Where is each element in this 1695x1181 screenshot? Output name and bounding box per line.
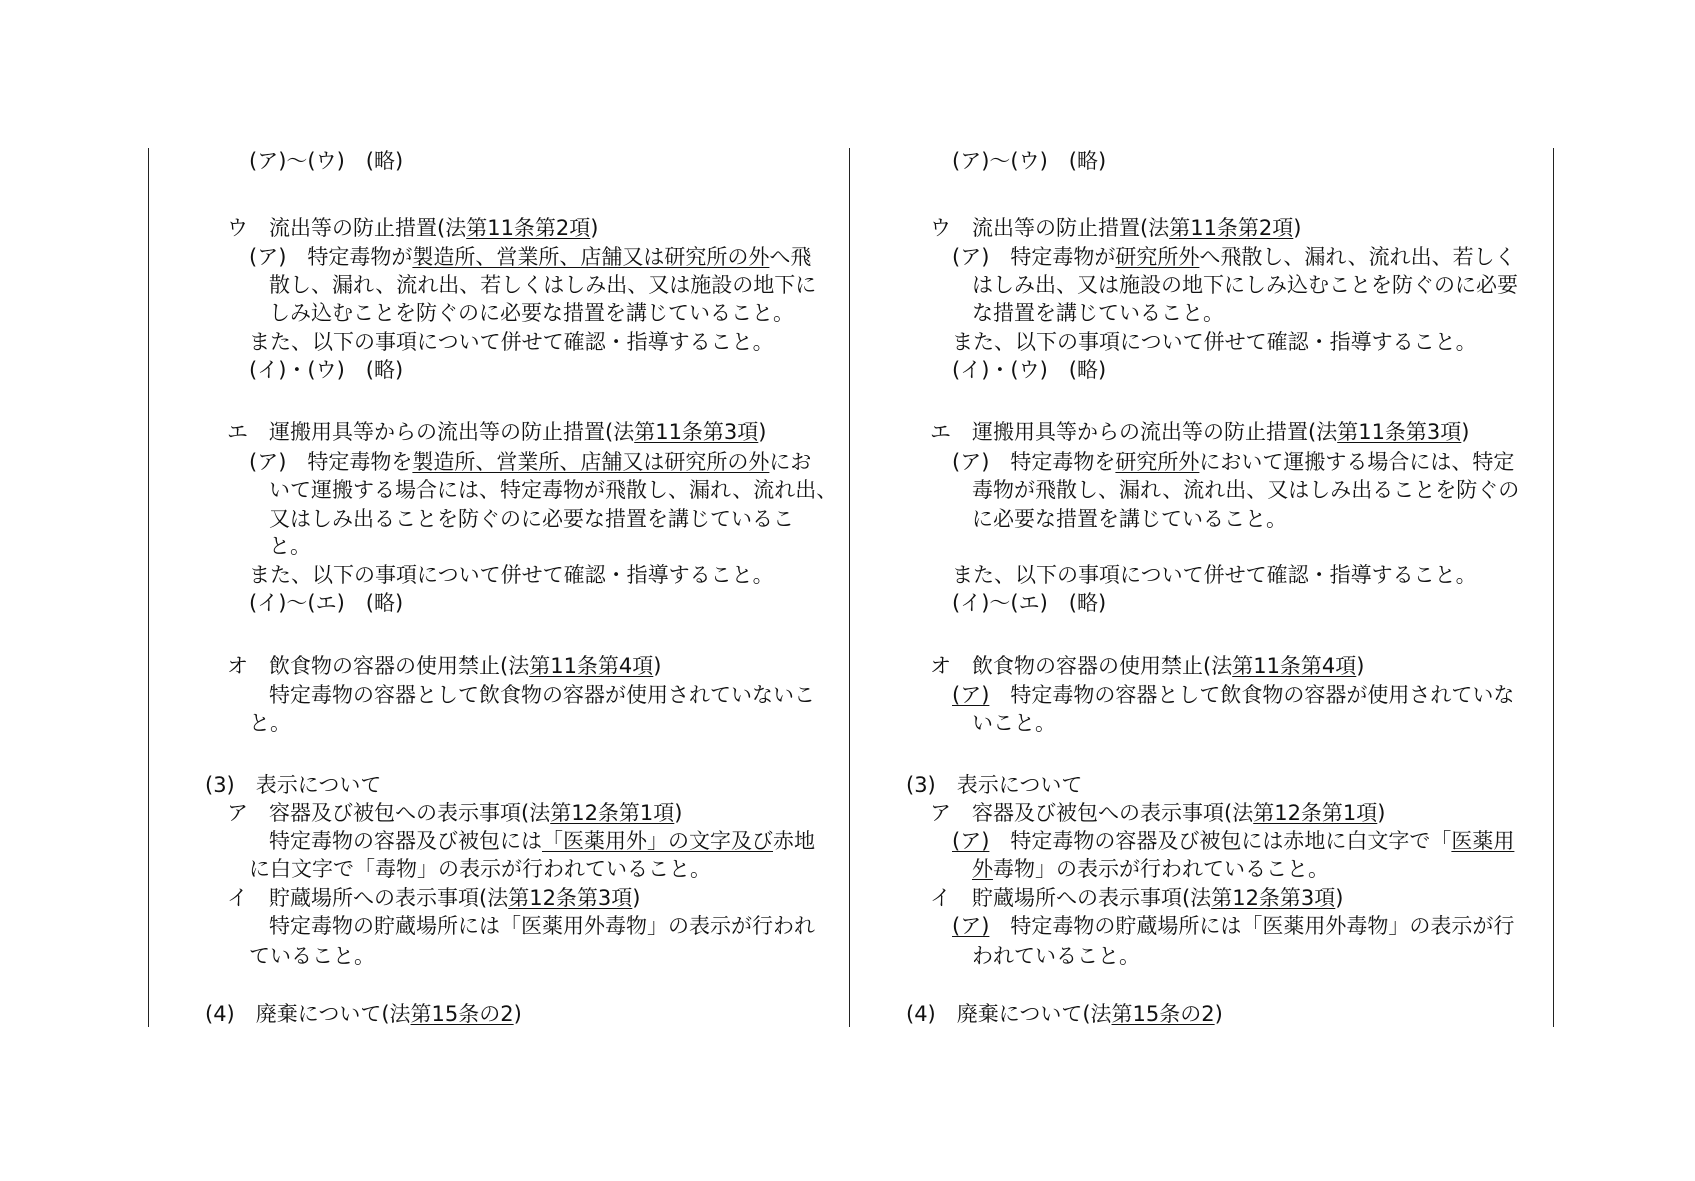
- underlined-text: 第11条第4項: [529, 654, 654, 678]
- text-line: [249, 591, 403, 615]
- text-segment: ): [590, 216, 599, 240]
- underlined-text: 第12条第1項: [550, 801, 675, 825]
- text-segment: 特定毒物の貯蔵場所には「医薬用外毒物」の表示が行われ: [269, 914, 815, 938]
- underlined-text: (ア): [952, 829, 990, 853]
- text-line: [972, 507, 1287, 531]
- text-line: [205, 1002, 522, 1026]
- text-line: [952, 591, 1106, 615]
- text-segment: (ア)～(ウ) (略): [249, 149, 404, 173]
- text-line: [269, 534, 311, 558]
- underlined-text: 医薬用: [1451, 829, 1515, 853]
- text-line: [930, 654, 1365, 678]
- text-segment: (4) 廃棄について(法: [906, 1002, 1112, 1026]
- text-line: [249, 245, 811, 269]
- text-segment: (イ)～(エ) (略): [249, 591, 404, 615]
- text-segment: 特定毒物の容器及び被包には赤地に白文字で「: [989, 829, 1452, 853]
- text-segment: イ 貯蔵場所への表示事項(法: [930, 886, 1212, 910]
- text-segment: また、以下の事項について併せて確認・指導すること。: [249, 330, 774, 354]
- text-segment: また、以下の事項について併せて確認・指導すること。: [249, 563, 774, 587]
- text-segment: ): [1214, 1002, 1223, 1026]
- text-segment: いて運搬する場合には、特定毒物が飛散し、漏れ、流れ出、: [269, 478, 838, 502]
- text-segment: (ア) 特定毒物を: [952, 450, 1116, 474]
- text-line: [249, 149, 403, 173]
- text-line: [952, 450, 1514, 474]
- text-line: [930, 886, 1344, 910]
- text-line: [249, 944, 375, 968]
- text-segment: 特定毒物の貯蔵場所には「医薬用外毒物」の表示が行: [989, 914, 1515, 938]
- text-segment: (ア) 特定毒物を: [249, 450, 413, 474]
- text-segment: ): [674, 801, 683, 825]
- text-segment: しみ込むことを防ぐのに必要な措置を講じていること。: [269, 301, 794, 325]
- underlined-text: 製造所、営業所、店舗又は研究所の外: [412, 245, 770, 269]
- underlined-text: 第11条第3項: [1337, 420, 1462, 444]
- underlined-text: 製造所、営業所、店舗又は研究所の外: [412, 450, 770, 474]
- text-line: [227, 420, 767, 444]
- text-segment: 毒物が飛散し、漏れ、流れ出、又はしみ出ることを防ぐの: [972, 478, 1520, 502]
- text-line: [227, 216, 599, 240]
- text-segment: に必要な措置を講じていること。: [972, 507, 1287, 531]
- underlined-text: 第11条第4項: [1232, 654, 1357, 678]
- text-segment: エ 運搬用具等からの流出等の防止措置(法: [930, 420, 1338, 444]
- text-segment: 特定毒物の容器として飲食物の容器が使用されていな: [989, 683, 1515, 707]
- text-segment: ): [1356, 654, 1365, 678]
- text-segment: ア 容器及び被包への表示事項(法: [227, 801, 551, 825]
- text-segment: 赤地: [773, 829, 815, 853]
- text-segment: へ飛散し、漏れ、流れ出、若しく: [1199, 245, 1516, 269]
- underlined-text: 第11条第2項: [1169, 216, 1294, 240]
- text-segment: ): [1335, 886, 1344, 910]
- text-segment: ウ 流出等の防止措置(法: [930, 216, 1170, 240]
- text-segment: と。: [269, 534, 311, 558]
- text-line: [972, 273, 1518, 297]
- text-line: [952, 358, 1106, 382]
- text-line: [249, 450, 811, 474]
- text-segment: ): [653, 654, 662, 678]
- right-border-line: [1553, 148, 1554, 1027]
- text-segment: にお: [769, 450, 812, 474]
- underlined-text: 第12条第3項: [1211, 886, 1336, 910]
- text-line: [972, 944, 1140, 968]
- text-segment: ): [1377, 801, 1386, 825]
- text-segment: (イ)～(エ) (略): [952, 591, 1107, 615]
- text-segment: イ 貯蔵場所への表示事項(法: [227, 886, 509, 910]
- underlined-text: 第15条の2: [1111, 1002, 1215, 1026]
- underlined-text: 第12条第1項: [1253, 801, 1378, 825]
- text-segment: (ア)～(ウ) (略): [952, 149, 1107, 173]
- text-line: [269, 301, 794, 325]
- text-segment: へ飛: [769, 245, 812, 269]
- text-line: [205, 773, 381, 797]
- text-segment: われていること。: [972, 944, 1140, 968]
- text-segment: オ 飲食物の容器の使用禁止(法: [227, 654, 530, 678]
- underlined-text: 研究所外: [1115, 450, 1200, 474]
- text-segment: ウ 流出等の防止措置(法: [227, 216, 467, 240]
- text-segment: いこと。: [972, 711, 1056, 735]
- text-segment: はしみ出、又は施設の地下にしみ込むことを防ぐのに必要: [972, 273, 1518, 297]
- text-line: [249, 857, 711, 881]
- text-segment: な措置を講じていること。: [972, 301, 1224, 325]
- text-segment: ): [513, 1002, 522, 1026]
- text-segment: 毒物」の表示が行われていること。: [993, 857, 1329, 881]
- text-line: [269, 507, 794, 531]
- text-segment: ): [632, 886, 641, 910]
- text-line: [972, 301, 1224, 325]
- text-segment: 又はしみ出ることを防ぐのに必要な措置を講じているこ: [269, 507, 794, 531]
- text-segment: オ 飲食物の容器の使用禁止(法: [930, 654, 1233, 678]
- text-line: [249, 358, 403, 382]
- text-segment: エ 運搬用具等からの流出等の防止措置(法: [227, 420, 635, 444]
- text-line: [249, 711, 291, 735]
- text-segment: (イ)・(ウ) (略): [249, 358, 404, 382]
- text-segment: 特定毒物の容器として飲食物の容器が使用されていないこ: [269, 683, 815, 707]
- text-line: [227, 654, 662, 678]
- text-line: [249, 330, 774, 354]
- text-segment: (ア) 特定毒物が: [952, 245, 1116, 269]
- text-line: [906, 773, 1082, 797]
- text-segment: ア 容器及び被包への表示事項(法: [930, 801, 1254, 825]
- text-line: [952, 149, 1106, 173]
- text-line: [269, 273, 816, 297]
- text-line: [269, 683, 815, 707]
- text-line: [972, 711, 1056, 735]
- text-segment: 散し、漏れ、流れ出、若しくはしみ出、又は施設の地下に: [269, 273, 817, 297]
- text-line: [249, 563, 774, 587]
- text-line: [930, 801, 1386, 825]
- text-line: [227, 801, 683, 825]
- left-border-line: [148, 148, 149, 1027]
- text-segment: (4) 廃棄について(法: [205, 1002, 411, 1026]
- text-line: [269, 829, 815, 853]
- text-line: [952, 245, 1516, 269]
- text-segment: また、以下の事項について併せて確認・指導すること。: [952, 563, 1477, 587]
- underlined-text: 第12条第3項: [508, 886, 633, 910]
- text-segment: ): [1461, 420, 1470, 444]
- text-segment: (ア) 特定毒物が: [249, 245, 413, 269]
- text-line: [952, 330, 1477, 354]
- text-line: [930, 216, 1302, 240]
- text-segment: ): [1293, 216, 1302, 240]
- underlined-text: 第11条第2項: [466, 216, 591, 240]
- underlined-text: 「医薬用外」の文字及び: [542, 829, 773, 853]
- underlined-text: 第15条の2: [410, 1002, 514, 1026]
- text-segment: において運搬する場合には、特定: [1199, 450, 1515, 474]
- text-segment: ): [758, 420, 767, 444]
- underlined-text: (ア): [952, 683, 990, 707]
- text-segment: (3) 表示について: [205, 773, 382, 797]
- underlined-text: 第11条第3項: [634, 420, 759, 444]
- underlined-text: (ア): [952, 914, 990, 938]
- text-segment: ていること。: [249, 944, 375, 968]
- text-segment: 特定毒物の容器及び被包には: [269, 829, 542, 853]
- text-line: [227, 886, 641, 910]
- text-line: [972, 478, 1519, 502]
- text-line: [952, 829, 1514, 853]
- text-line: [269, 914, 815, 938]
- text-line: [906, 1002, 1223, 1026]
- text-segment: (3) 表示について: [906, 773, 1083, 797]
- text-line: [269, 478, 837, 502]
- text-line: [952, 914, 1514, 938]
- text-segment: に白文字で「毒物」の表示が行われていること。: [249, 857, 711, 881]
- text-line: [952, 683, 1514, 707]
- text-line: [972, 857, 1329, 881]
- text-segment: (イ)・(ウ) (略): [952, 358, 1107, 382]
- text-segment: と。: [249, 711, 291, 735]
- text-line: [952, 563, 1477, 587]
- text-segment: また、以下の事項について併せて確認・指導すること。: [952, 330, 1477, 354]
- underlined-text: 外: [972, 857, 993, 881]
- column-divider-line: [849, 148, 850, 1027]
- underlined-text: 研究所外: [1115, 245, 1200, 269]
- text-line: [930, 420, 1470, 444]
